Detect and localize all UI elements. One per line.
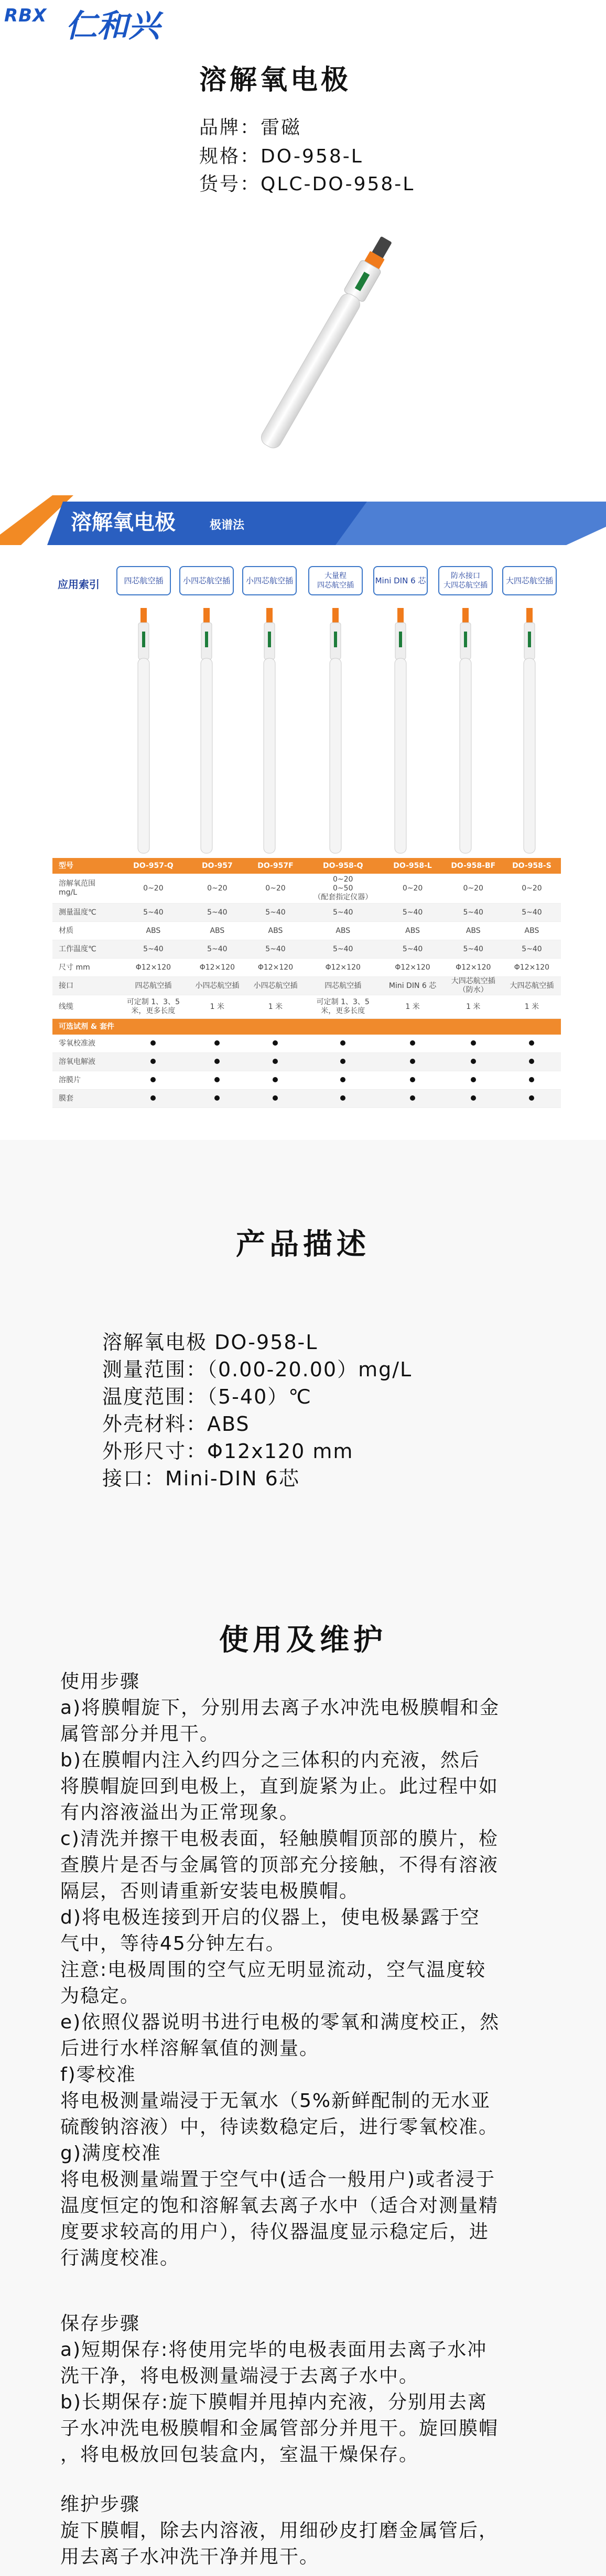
table-cell: Mini DIN 6 芯 xyxy=(381,977,443,995)
table-cell: 1 米 xyxy=(188,995,246,1019)
maintenance-line: 为稳定。 xyxy=(60,1985,140,2007)
maintenance-line: 有内溶液溢出为正常现象。 xyxy=(60,1802,300,1823)
row-label: 溶氧电解液 xyxy=(52,1053,118,1071)
maintenance-line: e)依照仪器说明书进行电极的零氧和满度校正，然 xyxy=(60,2012,500,2033)
table-cell: ABS xyxy=(188,922,246,940)
header-cell: DO-958-S xyxy=(503,858,561,874)
included-dot xyxy=(150,1059,156,1064)
model-tag: 大量程 四芯航空插 xyxy=(308,566,363,595)
table-cell: 5~40 xyxy=(503,904,561,922)
electrode-product-image xyxy=(204,220,446,472)
included-dot xyxy=(340,1095,345,1101)
table-cell: Φ12×120 xyxy=(305,959,381,977)
table-cell: 0~20 xyxy=(381,874,443,904)
included-dot xyxy=(273,1077,278,1082)
description-line: 溶解氧电极 DO-958-L xyxy=(102,1331,318,1354)
table-cell: 0~20 xyxy=(444,874,503,904)
included-dot xyxy=(529,1059,534,1064)
electrode-image xyxy=(133,608,154,854)
header-cell: DO-958-L xyxy=(381,858,443,874)
table-cell: 大四芯航空插 xyxy=(503,977,561,995)
header-cell: 型号 xyxy=(52,858,118,874)
table-cell: ABS xyxy=(444,922,503,940)
maintenance-line: b)在膜帽内注入约四分之三体积的内充液，然后 xyxy=(60,1749,480,1771)
included-dot xyxy=(214,1077,220,1082)
spec-model: 规格：DO-958-L xyxy=(199,146,363,167)
electrode-image xyxy=(390,608,411,854)
logo-mark: RBX xyxy=(4,5,47,26)
description-line: 外形尺寸：Φ12x120 mm xyxy=(102,1440,354,1463)
table-cell: 5~40 xyxy=(381,904,443,922)
brand-logo xyxy=(0,0,178,45)
table-cell: 0~20 xyxy=(118,874,188,904)
maintenance-line: f)零校准 xyxy=(60,2064,136,2085)
included-dot xyxy=(410,1040,415,1046)
maintenance-line: 硫酸钠溶液）中，待读数稳定后，进行零氧校准。 xyxy=(60,2116,499,2138)
maintenance-line: a)将膜帽旋下，分别用去离子水冲洗电极膜帽和金 xyxy=(60,1697,500,1719)
row-label: 膜套 xyxy=(52,1090,118,1108)
table-cell: 5~40 xyxy=(188,940,246,959)
maintenance-line: 子水冲洗电极膜帽和金属管部分并甩干。旋回膜帽 xyxy=(60,2418,499,2439)
table-cell: Φ12×120 xyxy=(188,959,246,977)
application-index-label: 应用索引 xyxy=(58,578,100,591)
maintenance-line: 度要求较高的用户），待仪器温度显示稳定后，进 xyxy=(60,2221,490,2243)
table-cell: 0~20 xyxy=(188,874,246,904)
maintenance-line: 行满度校准。 xyxy=(60,2247,180,2269)
row-label: 材质 xyxy=(52,922,118,940)
maintenance-line: 用去离子水冲洗干净并甩干。 xyxy=(60,2546,320,2568)
row-label: 线缆 xyxy=(52,995,118,1019)
maintenance-line: ，将电极放回包装盒内，室温干燥保存。 xyxy=(60,2444,419,2465)
maintenance-line: 温度恒定的饱和溶解氧去离子水中（适合对测量精 xyxy=(60,2195,499,2216)
table-header-row xyxy=(52,858,561,874)
maintenance-line: 将膜帽旋回到电极上，直到旋紧为止。此过程中如 xyxy=(60,1776,499,1797)
included-dot xyxy=(410,1059,415,1064)
header-cell: DO-957 xyxy=(188,858,246,874)
table-cell: 0~20 xyxy=(503,874,561,904)
included-dot xyxy=(273,1040,278,1046)
electrode-image xyxy=(455,608,476,854)
banner-title: 溶解氧电极 xyxy=(71,510,176,535)
header-cell: DO-958-Q xyxy=(305,858,381,874)
table-cell: 5~40 xyxy=(381,940,443,959)
reagent-row xyxy=(52,1035,561,1053)
description-line: 测量范围：（0.00-20.00）mg/L xyxy=(102,1358,413,1381)
description-line: 外壳材料：ABS xyxy=(102,1412,250,1436)
header-cell: DO-958-BF xyxy=(444,858,503,874)
table-cell: 5~40 xyxy=(118,904,188,922)
table-cell: 5~40 xyxy=(503,940,561,959)
table-cell: Φ12×120 xyxy=(381,959,443,977)
included-dot xyxy=(529,1095,534,1101)
table-cell: 5~40 xyxy=(246,904,305,922)
reagent-row xyxy=(52,1071,561,1090)
row-label: 溶解氧范围 mg/L xyxy=(52,874,118,904)
included-dot xyxy=(410,1095,415,1101)
included-dot xyxy=(150,1040,156,1046)
table-cell: 四芯航空插 xyxy=(118,977,188,995)
table-row xyxy=(52,874,561,904)
table-cell: 5~40 xyxy=(444,940,503,959)
table-cell: 1 米 xyxy=(444,995,503,1019)
table-cell: ABS xyxy=(118,922,188,940)
table-row xyxy=(52,904,561,922)
table-cell: 可定制 1、3、5 米，更多长度 xyxy=(118,995,188,1019)
maintenance-title: 使用及维护 xyxy=(219,1623,387,1657)
table-cell: 1 米 xyxy=(246,995,305,1019)
table-cell: 小四芯航空插 xyxy=(188,977,246,995)
included-dot xyxy=(150,1095,156,1101)
row-label: 接口 xyxy=(52,977,118,995)
maintenance-line: b)长期保存:旋下膜帽并甩掉内充液，分别用去离 xyxy=(60,2392,488,2413)
table-row xyxy=(52,940,561,959)
maintenance-line: 注意:电极周围的空气应无明显流动，空气温度较 xyxy=(60,1959,486,1981)
row-label: 测量温度℃ xyxy=(52,904,118,922)
maintenance-line: 将电极测量端浸于无氧水（5%新鲜配制的无水亚 xyxy=(60,2090,491,2112)
table-row xyxy=(52,995,561,1019)
electrode-image xyxy=(519,608,540,854)
maintenance-line: 保存步骤 xyxy=(60,2313,140,2334)
included-dot xyxy=(471,1040,476,1046)
maintenance-line: c)清洗并擦干电极表面，轻触膜帽顶部的膜片，检 xyxy=(60,1828,499,1850)
logo-text: 仁和兴 xyxy=(66,8,160,45)
maintenance-line: 隔层，否则请重新安装电极膜帽。 xyxy=(60,1881,360,1902)
table-cell: 5~40 xyxy=(246,940,305,959)
included-dot xyxy=(214,1059,220,1064)
product-title: 溶解氧电极 xyxy=(199,64,352,96)
included-dot xyxy=(529,1040,534,1046)
table-cell: 1 米 xyxy=(381,995,443,1019)
maintenance-line: a)短期保存:将使用完毕的电极表面用去离子水冲 xyxy=(60,2339,488,2361)
table-cell: Φ12×120 xyxy=(444,959,503,977)
table-cell: 大四芯航空插 （防水） xyxy=(444,977,503,995)
model-tag: 大四芯航空插 xyxy=(502,566,557,595)
row-label: 工作温度℃ xyxy=(52,940,118,959)
included-dot xyxy=(410,1077,415,1082)
included-dot xyxy=(214,1095,220,1101)
section-title: 可选试剂 & 套件 xyxy=(52,1019,561,1035)
maintenance-line: 洗干净，将电极测量端浸于去离子水中。 xyxy=(60,2365,419,2387)
included-dot xyxy=(273,1095,278,1101)
maintenance-line: 维护步骤 xyxy=(60,2494,140,2515)
included-dot xyxy=(471,1059,476,1064)
table-cell: 0~20 xyxy=(246,874,305,904)
included-dot xyxy=(150,1077,156,1082)
included-dot xyxy=(340,1059,345,1064)
maintenance-line: 查膜片是否与金属管的顶部充分接触，不得有溶液 xyxy=(60,1854,499,1876)
spec-brand: 品牌：雷磁 xyxy=(199,117,302,138)
model-tag: Mini DIN 6 芯 xyxy=(373,566,428,595)
maintenance-line: 使用步骤 xyxy=(60,1671,140,1692)
table-cell: ABS xyxy=(305,922,381,940)
table-cell: 1 米 xyxy=(503,995,561,1019)
included-dot xyxy=(471,1095,476,1101)
maintenance-line: 将电极测量端置于空气中(适合一般用户)或者浸于 xyxy=(60,2169,496,2190)
model-tag: 小四芯航空插 xyxy=(242,566,297,595)
banner-subtitle: 极谱法 xyxy=(210,519,245,532)
electrode-image xyxy=(325,608,346,854)
table-cell: 5~40 xyxy=(444,904,503,922)
table-cell: ABS xyxy=(381,922,443,940)
table-cell: Φ12×120 xyxy=(246,959,305,977)
description-title: 产品描述 xyxy=(236,1227,370,1262)
table-cell: 5~40 xyxy=(118,940,188,959)
table-row xyxy=(52,977,561,995)
maintenance-line: 后进行水样溶解氧值的测量。 xyxy=(60,2038,320,2059)
table-cell: 5~40 xyxy=(188,904,246,922)
model-tag: 小四芯航空插 xyxy=(179,566,234,595)
reagent-row xyxy=(52,1053,561,1071)
table-cell: 5~40 xyxy=(305,940,381,959)
model-tag: 防水接口 大四芯航空插 xyxy=(438,566,493,595)
table-cell: ABS xyxy=(503,922,561,940)
row-label: 尺寸 mm xyxy=(52,959,118,977)
description-line: 接口：Mini-DIN 6芯 xyxy=(102,1467,300,1490)
row-label: 零氧校准液 xyxy=(52,1035,118,1053)
included-dot xyxy=(529,1077,534,1082)
included-dot xyxy=(273,1059,278,1064)
included-dot xyxy=(471,1077,476,1082)
maintenance-line: 气中，等待45分钟左右。 xyxy=(60,1933,286,1954)
included-dot xyxy=(340,1077,345,1082)
table-cell: ABS xyxy=(246,922,305,940)
row-label: 溶膜片 xyxy=(52,1071,118,1090)
table-cell: 5~40 xyxy=(305,904,381,922)
table-cell: Φ12×120 xyxy=(503,959,561,977)
maintenance-line: g)满度校准 xyxy=(60,2143,161,2164)
table-cell: 可定制 1、3、5 米，更多长度 xyxy=(305,995,381,1019)
reagent-section-header xyxy=(52,1019,561,1035)
spec-sku: 货号：QLC-DO-958-L xyxy=(199,173,415,195)
reagent-row xyxy=(52,1090,561,1108)
electrode-image xyxy=(196,608,217,854)
header-cell: DO-957F xyxy=(246,858,305,874)
description-line: 温度范围：（5-40）℃ xyxy=(102,1385,312,1408)
spec-table xyxy=(52,858,561,1108)
header-cell: DO-957-Q xyxy=(118,858,188,874)
table-cell: 四芯航空插 xyxy=(305,977,381,995)
table-cell: 0~20 0~50 （配套指定仪器） xyxy=(305,874,381,904)
table-cell: 小四芯航空插 xyxy=(246,977,305,995)
included-dot xyxy=(214,1040,220,1046)
maintenance-line: d)将电极连接到开启的仪器上，使电极暴露于空 xyxy=(60,1907,480,1928)
table-row xyxy=(52,959,561,977)
table-row xyxy=(52,922,561,940)
table-cell: Φ12×120 xyxy=(118,959,188,977)
electrode-image xyxy=(259,608,280,854)
model-tag: 四芯航空插 xyxy=(116,566,171,595)
maintenance-line: 旋下膜帽，除去内溶液，用细砂皮打磨金属管后， xyxy=(60,2520,499,2541)
maintenance-line: 属管部分并甩干。 xyxy=(60,1723,220,1745)
included-dot xyxy=(340,1040,345,1046)
